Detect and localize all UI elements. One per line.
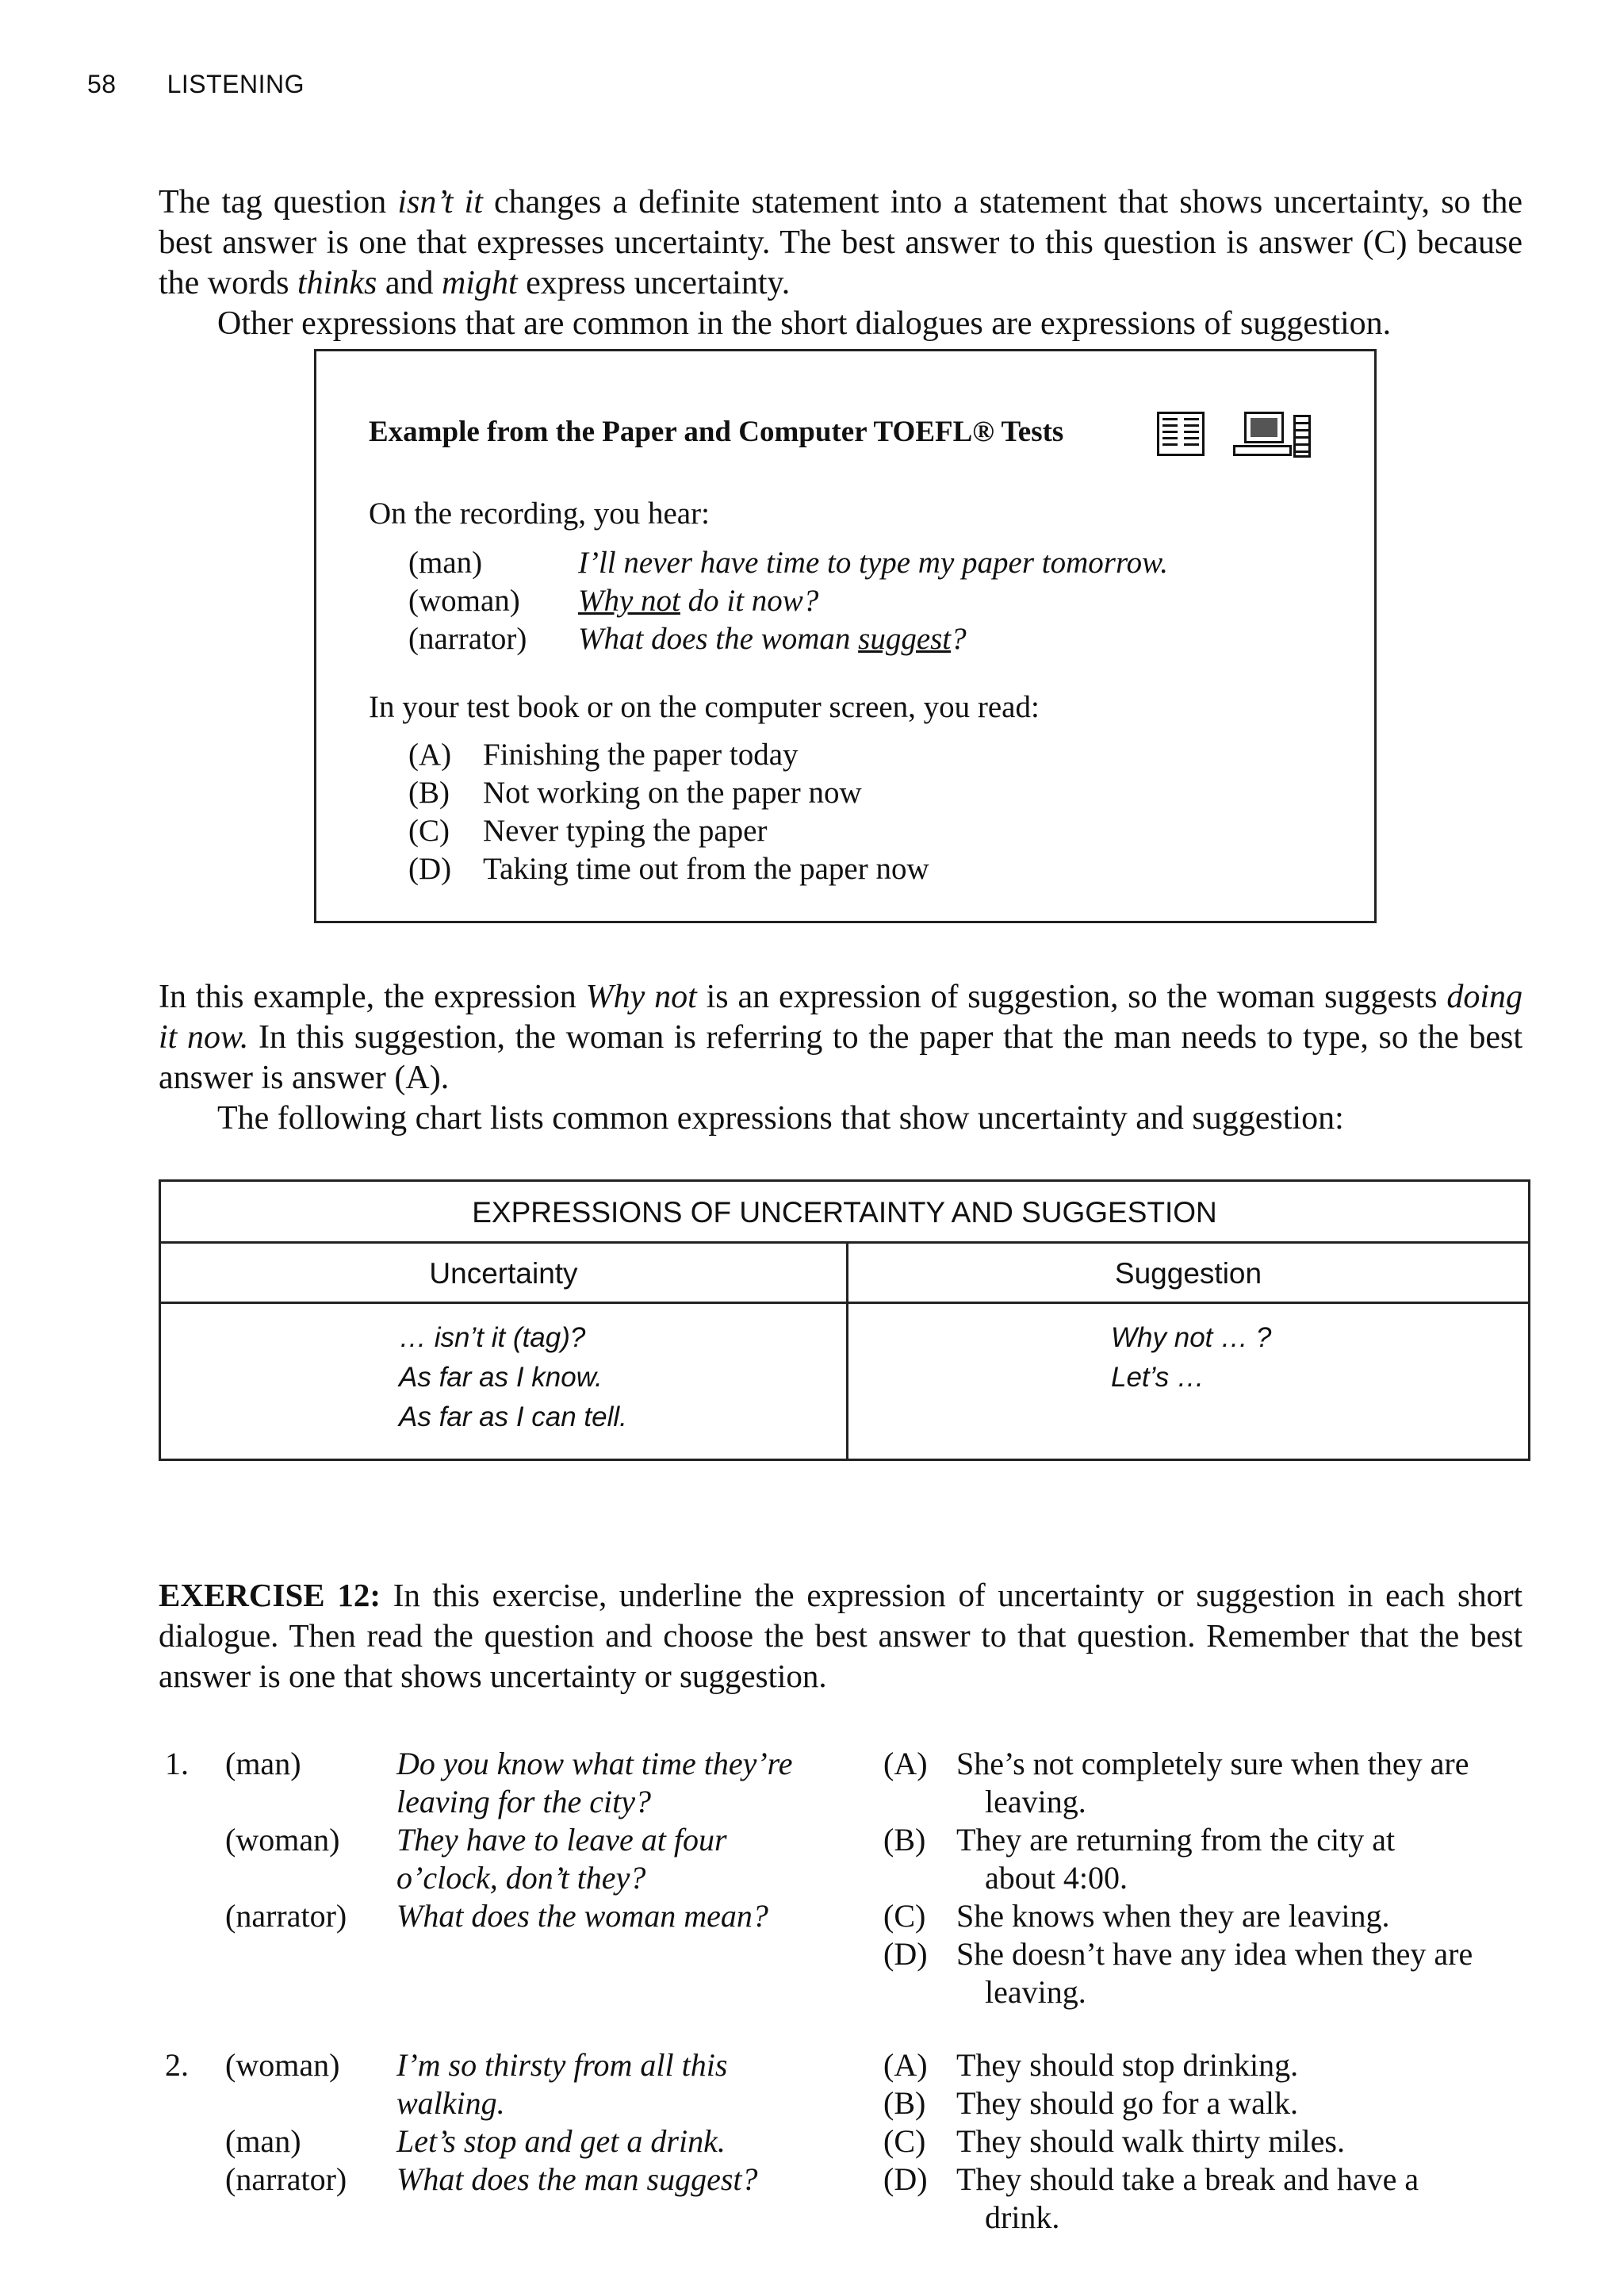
answer-letter: (B) (883, 2085, 926, 2121)
list-item: As far as I can tell. (399, 1401, 627, 1432)
answer-choice: They should go for a walk. (956, 2085, 1299, 2121)
recording-label: On the recording, you hear: (369, 497, 710, 531)
dialogue-speaker: (woman) (408, 584, 520, 618)
dialogue-speaker: (narrator) (225, 1898, 347, 1934)
page-number: 58 (87, 70, 117, 98)
answer-choice: She knows when they are leaving. (956, 1898, 1390, 1934)
computer-icon (1233, 412, 1312, 459)
suggestion-list (1111, 1318, 1271, 1398)
answer-letter: (C) (883, 2123, 926, 2159)
answer-letter: (A) (883, 2047, 928, 2083)
dialogue-speaker: (man) (225, 1746, 301, 1781)
option-letter: (C) (408, 814, 450, 848)
example-title: Example from the Paper and Computer TOEFL® Tests (369, 416, 1064, 448)
option-letter: (A) (408, 738, 452, 772)
exercise-label: EXERCISE 12: (159, 1577, 381, 1613)
explanation-paragraph-1: In this example, the expression Why not is an expression of suggestion, so the woman suggests doing it now. In this suggestion, the woman is referring to the paper that the man needs to type, so the best answer is answer (A). (159, 979, 1523, 1096)
intro-paragraph-1: The tag question isn’t it changes a definite statement into a statement that shows uncertainty, so the best answer is one that expresses uncertainty. The best answer to this question is answer (C) because the words thinks and might express uncertainty. (159, 184, 1523, 301)
explanation-paragraph-2: The following chart lists common expressions that show uncertainty and suggestion: (217, 1100, 1344, 1137)
uncertainty-list (399, 1318, 627, 1437)
page-header (87, 70, 304, 99)
dialogue-speaker: (narrator) (225, 2161, 347, 2197)
list-item: As far as I know. (399, 1362, 603, 1393)
intro-text (159, 182, 1522, 344)
answer-choice: They should take a break and have a drink. (956, 2161, 1419, 2235)
option-text: Not working on the paper now (483, 776, 862, 810)
answer-letter: (D) (883, 2161, 928, 2197)
answer-choice: They are returning from the city at about 4:00. (956, 1822, 1396, 1896)
list-item: Let’s … (1111, 1362, 1205, 1393)
answer-letter: (B) (883, 1822, 926, 1858)
expressions-chart (159, 1179, 1530, 1461)
answer-choice: She doesn’t have any idea when they are leaving. (956, 1936, 1473, 2010)
dialogue-speaker: (woman) (225, 1822, 340, 1858)
dialogue-line: What does the woman mean? (396, 1898, 768, 1934)
answer-letter: (A) (883, 1746, 928, 1781)
answer-letter: (D) (883, 1936, 928, 1972)
dialogue-line: Let’s stop and get a drink. (396, 2123, 726, 2159)
dialogue-line: What does the woman suggest? (578, 622, 967, 656)
column-divider (846, 1244, 848, 1461)
explanation-text (159, 977, 1522, 1139)
list-item: … isn’t it (tag)? (399, 1322, 586, 1353)
option-letter: (B) (408, 776, 450, 810)
answer-choice: They should stop drinking. (956, 2047, 1299, 2083)
answer-choice: They should walk thirty miles. (956, 2123, 1345, 2159)
test-format-icons (1157, 412, 1312, 459)
dialogue-line: I’m so thirsty from all this walking. (396, 2047, 728, 2121)
read-label: In your test book or on the computer screen, you read: (369, 690, 1040, 724)
divider (848, 1302, 1528, 1304)
item-number: 2. (165, 2047, 189, 2083)
dialogue-speaker: (man) (225, 2123, 301, 2159)
chart-title: EXPRESSIONS OF UNCERTAINTY AND SUGGESTION (161, 1182, 1528, 1244)
example-box (314, 349, 1377, 923)
option-text: Finishing the paper today (483, 738, 799, 772)
dialogue-speaker: (woman) (225, 2047, 340, 2083)
dialogue-line: They have to leave at four o’clock, don’t they? (396, 1822, 727, 1896)
section-title: LISTENING (167, 70, 305, 98)
answer-choice: She’s not completely sure when they are leaving. (956, 1746, 1469, 1819)
book-icon (1157, 412, 1205, 456)
intro-paragraph-2: Other expressions that are common in the short dialogues are expressions of suggestion. (217, 305, 1392, 342)
option-letter: (D) (408, 852, 452, 886)
dialogue-speaker: (man) (408, 546, 483, 580)
option-text: Taking time out from the paper now (483, 852, 929, 886)
exercise-instructions: EXERCISE 12: In this exercise, underline the expression of uncertainty or suggestion in each short dialogue. Then read the question and choose the best answer to that question. Remember that the best answer is one that shows uncertainty or suggestion. (159, 1577, 1522, 1694)
dialogue-line: Why not do it now? (578, 584, 819, 618)
column-header-uncertainty: Uncertainty (161, 1244, 846, 1304)
dialogue-speaker: (narrator) (408, 622, 527, 656)
answer-letter: (C) (883, 1898, 926, 1934)
list-item: Why not … ? (1111, 1322, 1272, 1353)
item-number: 1. (165, 1746, 189, 1781)
dialogue-line: What does the man suggest? (396, 2161, 758, 2197)
option-text: Never typing the paper (483, 814, 768, 848)
dialogue-line: Do you know what time they’re leaving for the city? (396, 1746, 793, 1819)
column-header-suggestion: Suggestion (1114, 1257, 1262, 1290)
dialogue-line: I’ll never have time to type my paper tomorrow. (578, 546, 1169, 580)
